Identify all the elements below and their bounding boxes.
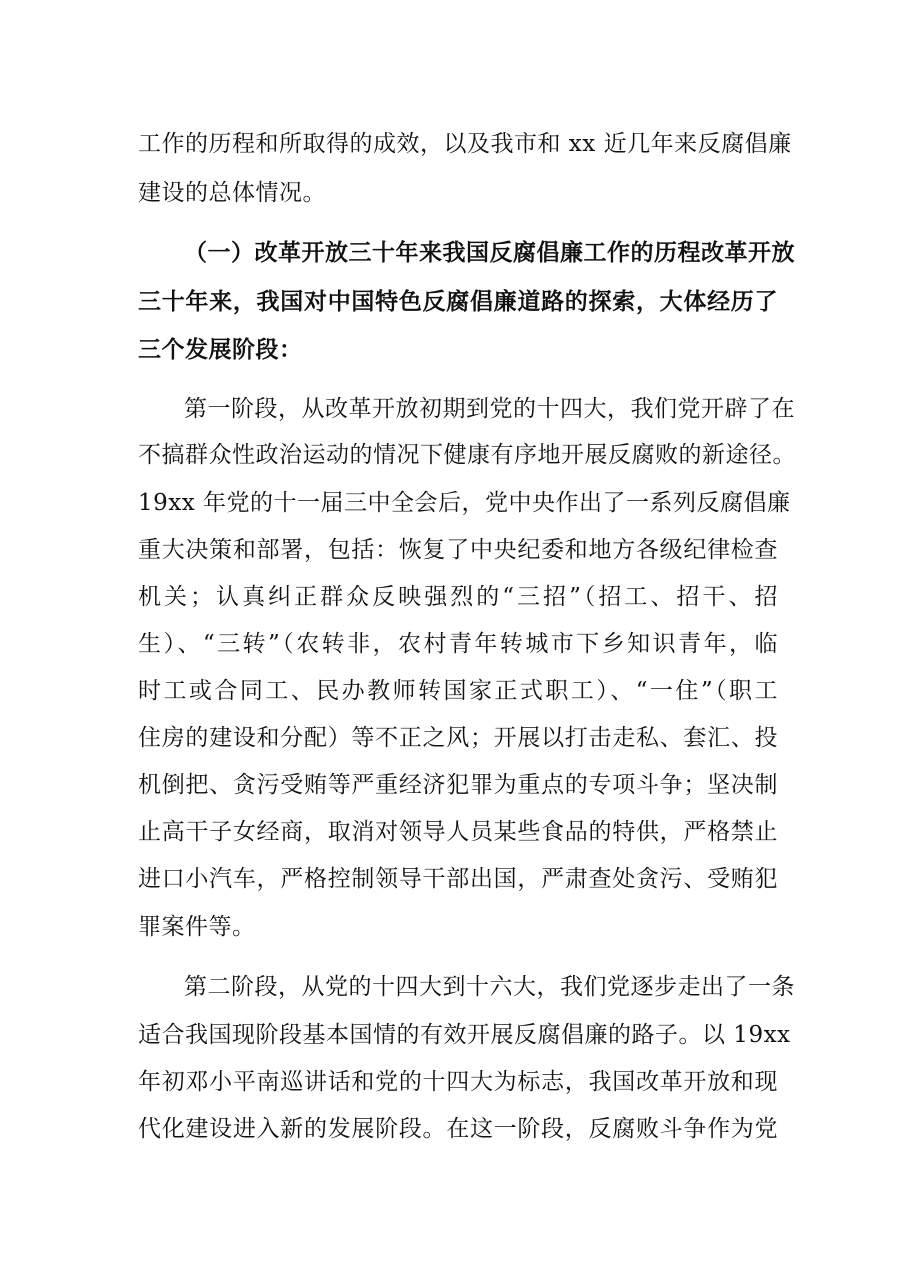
paragraph-1-line-8: 住房的建设和分配）等不正之风；开展以打击走私、套汇、投 — [138, 725, 778, 751]
section-heading-line-1: （一）改革开放三十年来我国反腐倡廉工作的历程改革开放 — [184, 239, 795, 266]
paragraph-1-line-1: 第一阶段，从改革开放初期到党的十四大，我们党开辟了在 — [184, 396, 795, 422]
paragraph-1-line-6: 生）、“三转”（农转非，农村青年转城市下乡知识青年，临 — [138, 631, 778, 657]
paragraph-1-line-9: 机倒把、贪污受贿等严重经济犯罪为重点的专项斗争；坚决制 — [138, 772, 778, 798]
paragraph-1-line-3: 19xx 年党的十一届三中全会后，党中央作出了一系列反腐倡廉 — [138, 490, 791, 516]
paragraph-1-line-12: 罪案件等。 — [138, 914, 256, 940]
section-heading-line-2: 三十年来，我国对中国特色反腐倡廉道路的探索，大体经历了 — [138, 288, 778, 315]
paragraph-2-line-4: 代化建设进入新的发展阶段。在这一阶段，反腐败斗争作为党 — [138, 1116, 778, 1142]
paragraph-1-line-2: 不搞群众性政治运动的情况下健康有序地开展反腐败的新途径。 — [138, 442, 796, 468]
paragraph-2-line-1: 第二阶段，从党的十四大到十六大，我们党逐步走出了一条 — [184, 974, 795, 1000]
intro-line-2: 建设的总体情况。 — [138, 180, 326, 206]
paragraph-1-line-5: 机关；认真纠正群众反映强烈的“三招”（招工、招干、招 — [138, 584, 778, 610]
intro-line-1: 工作的历程和所取得的成效，以及我市和 xx 近几年来反腐倡廉 — [138, 131, 792, 157]
paragraph-1-line-11: 进口小汽车，严格控制领导干部出国，严肃查处贪污、受贿犯 — [138, 866, 778, 892]
paragraph-1-line-7: 时工或合同工、民办教师转国家正式职工）、“一住”（职工 — [138, 678, 778, 704]
paragraph-2-line-2: 适合我国现阶段基本国情的有效开展反腐倡廉的路子。以 19xx — [138, 1022, 791, 1048]
paragraph-1-line-4: 重大决策和部署，包括：恢复了中央纪委和地方各级纪律检查 — [138, 537, 778, 563]
paragraph-1-line-10: 止高干子女经商，取消对领导人员某些食品的特供，严格禁止 — [138, 819, 778, 845]
paragraph-2-line-3: 年初邓小平南巡讲话和党的十四大为标志，我国改革开放和现 — [138, 1069, 778, 1095]
section-heading-line-3: 三个发展阶段： — [138, 336, 303, 363]
